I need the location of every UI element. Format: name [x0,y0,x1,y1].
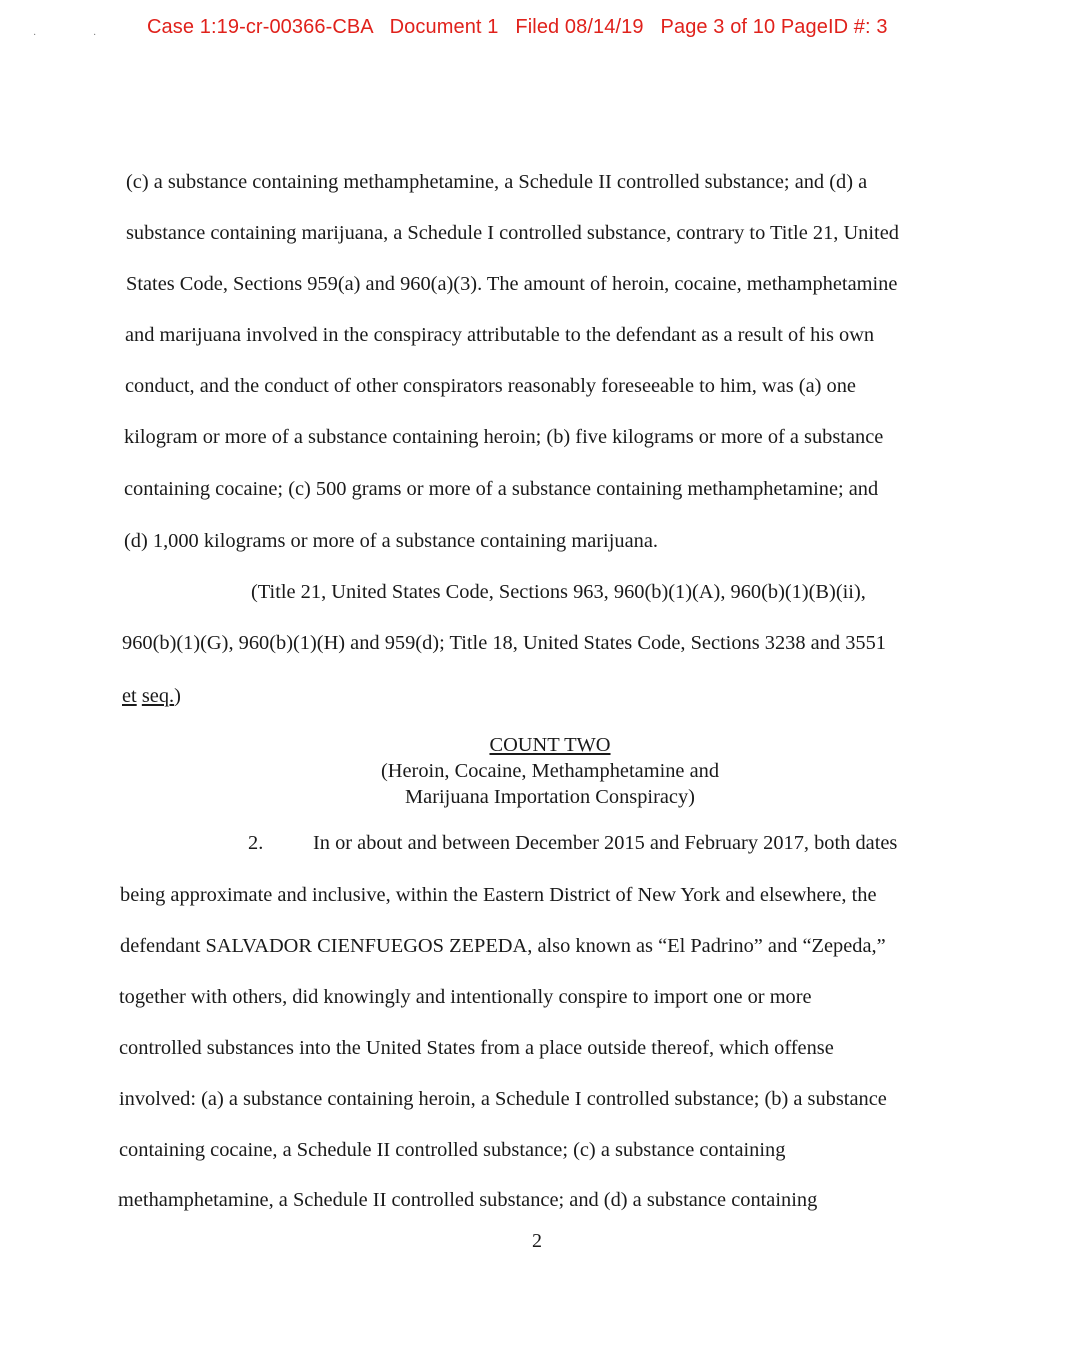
citation-close-paren: ) [174,685,181,707]
paragraph2-line: containing cocaine, a Schedule II controlled substance; (c) a substance containing [119,1139,786,1161]
case-header-stamp: Case 1:19-cr-00366-CBA Document 1 Filed 08/14/19 Page 3 of 10 PageID #: 3 [147,16,888,38]
scan-speck: · [93,30,97,41]
paragraph2-line: being approximate and inclusive, within the Eastern District of New York and elsewhere, the [120,884,877,906]
paragraph1-line: substance containing marijuana, a Schedule I controlled substance, contrary to Title 21, United [126,222,899,244]
count-subtitle-line: (Heroin, Cocaine, Methamphetamine and [380,760,720,782]
count-title: COUNT TWO [489,734,611,756]
paragraph2-first-line: In or about and between December 2015 and February 2017, both dates [313,832,898,854]
citation-seq: seq. [141,685,175,707]
paragraph1-line: kilogram or more of a substance containing heroin; (b) five kilograms or more of a substance [124,426,884,448]
paragraph1-line: containing cocaine; (c) 500 grams or more of a substance containing methamphetamine; and [124,478,879,500]
paragraph2-line: together with others, did knowingly and intentionally conspire to import one or more [119,986,812,1008]
paragraph1-line: States Code, Sections 959(a) and 960(a)(3). The amount of heroin, cocaine, methamphetamine [126,273,898,295]
count-subtitle-line: Marijuana Importation Conspiracy) [405,786,695,808]
page-number: 2 [532,1230,542,1252]
paragraph1-line: and marijuana involved in the conspiracy attributable to the defendant as a result of his own [125,324,875,346]
count-heading [12,733,1076,757]
citation-et-seq [122,684,181,708]
paragraph2-number: 2. [248,832,264,854]
paragraph1-line: (c) a substance containing methamphetamine, a Schedule II controlled substance; and (d) a [126,171,868,193]
scan-speck: · [33,30,37,41]
paragraph2-line: methamphetamine, a Schedule II controlled substance; and (d) a substance containing [118,1189,818,1211]
paragraph2-line: involved: (a) a substance containing heroin, a Schedule I controlled substance; (b) a substance [119,1088,887,1110]
citation-line: 960(b)(1)(G), 960(b)(1)(H) and 959(d); Title 18, United States Code, Sections 3238 and 3551 [122,632,886,654]
paragraph2-line: controlled substances into the United States from a place outside thereof, which offense [119,1037,834,1059]
paragraph1-line: conduct, and the conduct of other conspirators reasonably foreseeable to him, was (a) one [125,375,856,397]
citation-et: et [122,685,137,707]
paragraph1-line: (d) 1,000 kilograms or more of a substance containing marijuana. [124,530,658,552]
paragraph2-line: defendant SALVADOR CIENFUEGOS ZEPEDA, also known as “El Padrino” and “Zepeda,” [120,935,886,957]
citation-line: (Title 21, United States Code, Sections 963, 960(b)(1)(A), 960(b)(1)(B)(ii), [251,581,866,603]
